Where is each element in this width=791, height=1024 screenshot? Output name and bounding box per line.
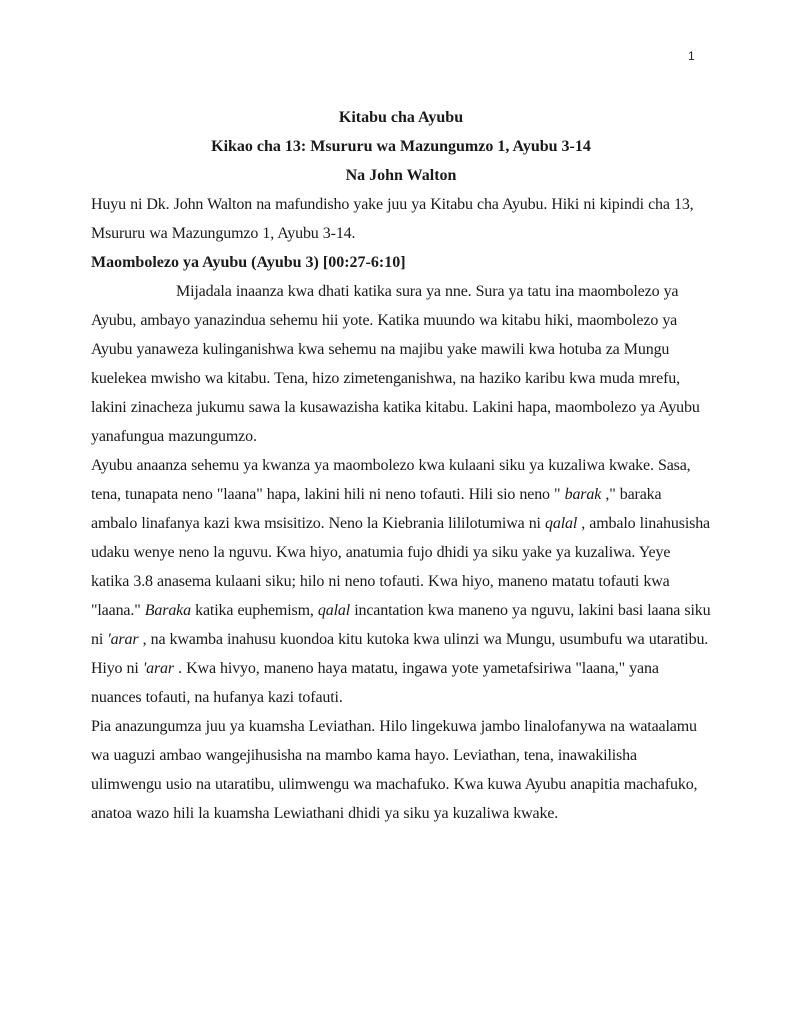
paragraph-2-text: katika euphemism, — [190, 602, 318, 619]
paragraph-3: Pia anazungumza juu ya kuamsha Leviathan. Hilo lingekuwa jambo linalofanywa na wataalamu wa uaguzi ambao wangejihusisha na mambo kama hayo. Leviathan, tena, inawakilisha ulimwengu usio na utaratibu, ulimwengu wa machafuko. Kwa kuwa Ayubu anapitia machafuko, anatoa wazo hili la kuamsha Lewiathani dhidi ya siku ya kuzaliwa kwake. — [91, 718, 698, 822]
paragraph-2-text: incantation kwa maneno ya nguvu, lakini basi laana siku ni — [91, 602, 711, 648]
term-baraka: Baraka — [144, 602, 191, 619]
term-barak: barak — [564, 486, 602, 503]
intro-paragraph: Huyu ni Dk. John Walton na mafundisho yake juu ya Kitabu cha Ayubu. Hiki ni kipindi cha 13, Msururu wa Mazungumzo 1, Ayubu 3-14. — [91, 196, 694, 242]
document-body — [91, 103, 711, 828]
page-number: 1 — [688, 49, 695, 63]
term-arar: 'arar — [107, 631, 139, 648]
term-qalal: qalal — [317, 602, 351, 619]
paragraph-2-text: . Kwa hivyo, maneno haya matatu, ingawa yote yametafsiriwa "laana," yana nuances tofauti, na hufanya kazi tofauti. — [91, 660, 659, 706]
paragraph-2-text: , ambalo linahusisha udaku wenye neno la nguvu. Kwa hiyo, anatumia fujo dhidi ya siku yake ya kuzaliwa. Yeye katika 3.8 anasema kulaani siku; hilo ni neno tofauti. Kwa hiyo, maneno matatu tofauti kwa "laana." — [91, 515, 710, 619]
paragraph-2-text: , na kwamba inahusu kuondoa kitu kutoka kwa ulinzi wa Mungu, usumbufu wa utaratibu. Hiyo ni — [91, 631, 709, 677]
section-heading: Maombolezo ya Ayubu (Ayubu 3) [00:27-6:10] — [91, 254, 406, 271]
term-arar: 'arar — [142, 660, 174, 677]
document-subtitle: Kikao cha 13: Msururu wa Mazungumzo 1, Ayubu 3-14 — [211, 138, 591, 155]
paragraph-2 — [91, 451, 711, 712]
document-author: Na John Walton — [345, 167, 457, 184]
document-title: Kitabu cha Ayubu — [338, 109, 464, 126]
paragraph-2-text: ," baraka ambalo linafanya kazi kwa msisitizo. Neno la Kiebrania lililotumiwa ni — [91, 486, 662, 532]
paragraph-2-text: Ayubu anaanza sehemu ya kwanza ya maombolezo kwa kulaani siku ya kuzaliwa kwake. Sasa, tena, tunapata neno "laana" hapa, lakini hili ni neno tofauti. Hili sio neno " — [91, 457, 691, 503]
paragraph-1: Mijadala inaanza kwa dhati katika sura ya nne. Sura ya tatu ina maombolezo ya Ayubu, ambayo yanazindua sehemu hii yote. Katika muundo wa kitabu hiki, maombolezo ya Ayubu yanaweza kulinganishwa kwa sehemu na majibu yake mawili kwa hotuba za Mungu kuelekea mwisho wa kitabu. Tena, hizo zimetenganishwa, na haziko karibu kwa muda mrefu, lakini zinacheza jukumu sawa la kusawazisha katika kitabu. Lakini hapa, maombolezo ya Ayubu yanafungua mazungumzo. — [91, 283, 700, 445]
term-qalal: qalal — [545, 515, 578, 532]
